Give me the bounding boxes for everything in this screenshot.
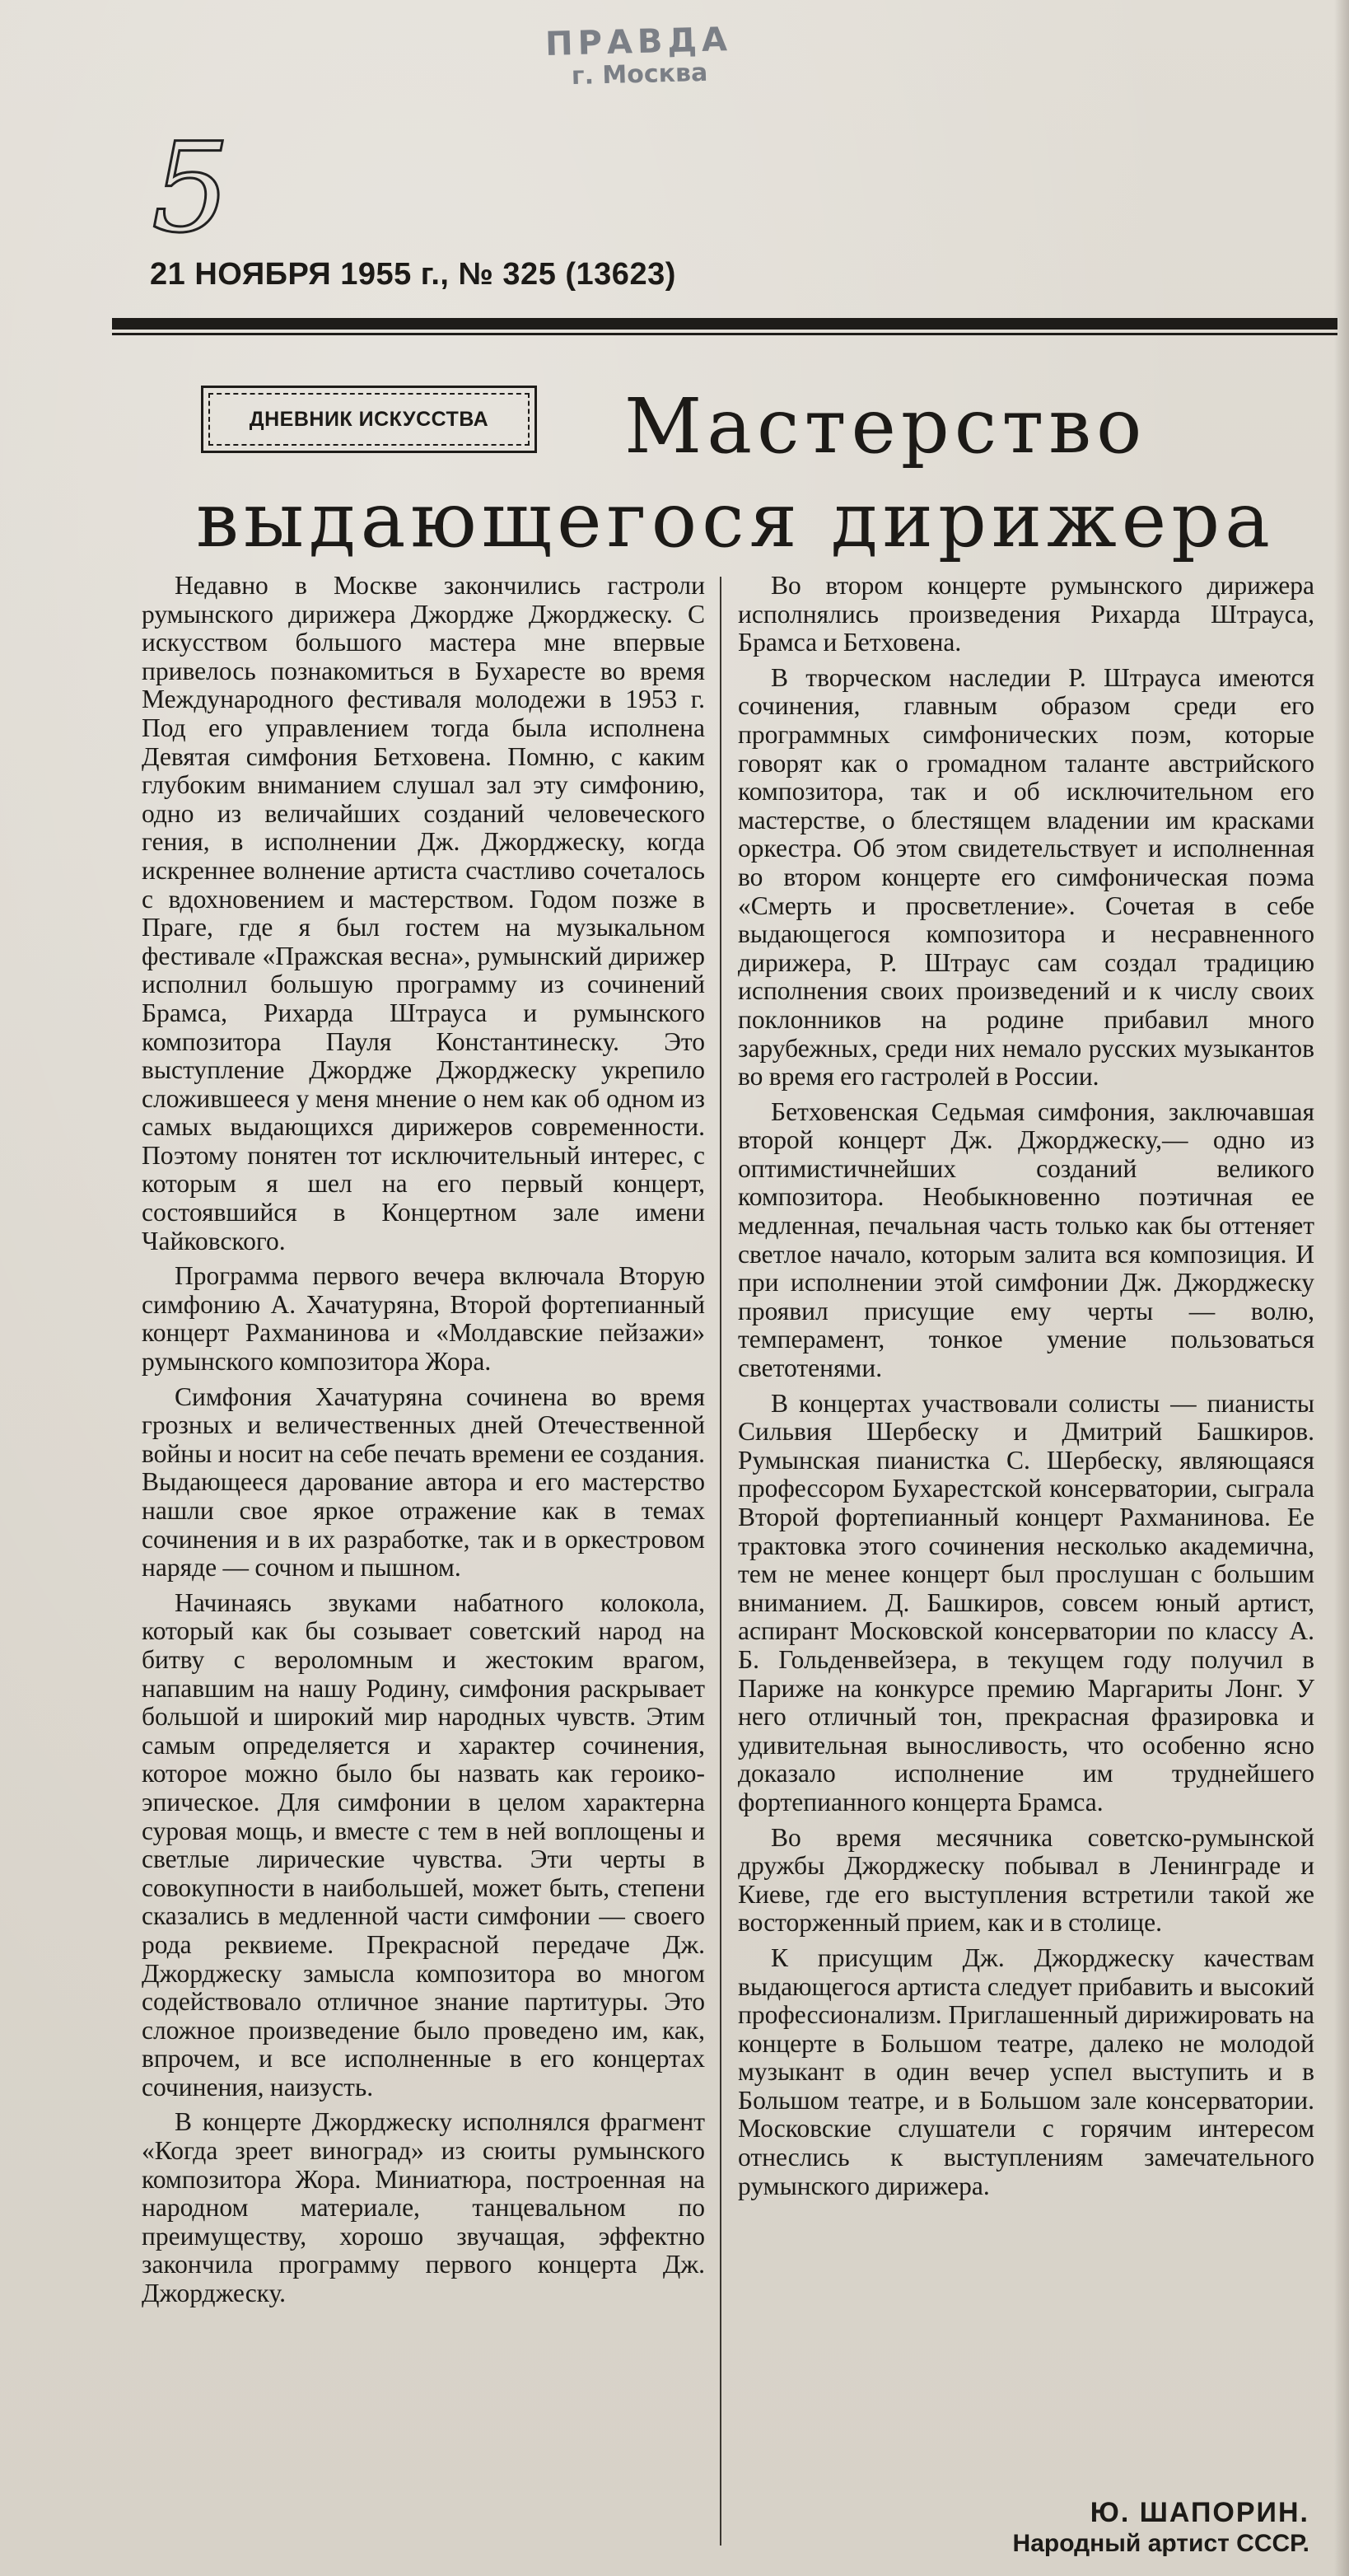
paragraph: Бетховенская Седьмая симфония, заключавшая второй концерт Дж. Джорджеску,— одно из оптимистичнейших созданий великого композитора. Необыкновенно поэтичная ее медленная, печальная часть только как бы оттеняет светлое начало, которым залита вся композиция. И при исполнении этой симфонии Дж. Джорджеску проявил присущие ему черты — волю, темперамент, тонкое умение пользоваться светотенями. [738, 1096, 1314, 1383]
header-rule-thin [112, 333, 1337, 335]
issue-dateline: 21 НОЯБРЯ 1955 г., № 325 (13623) [150, 257, 676, 292]
paragraph: В творческом наследии Р. Штрауса имеются сочинения, главным образом среди его программных симфонических поэм, которые говорят как о громадном таланте австрийского композитора, так и об исключительном его мастерстве, о блестящем владении им красками оркестра. Об этом свидетельствует и исполненная во втором концерте его симфоническая поэма «Смерть и просветление». Сочетая в себе выдающегося композитора и несравненного дирижера, Р. Штраус сам создал традицию исполнения своих произведений и к числу своих поклонников на родине прибавил много зарубежных, среди них немало русских музыкантов во время его гастролей в России. [738, 662, 1314, 1092]
author-signature [815, 2496, 1309, 2559]
author-title: Народный артист СССР. [1012, 2530, 1309, 2557]
author-name: Ю. ШАПОРИН. [1090, 2497, 1309, 2528]
paragraph: Программа первого вечера включала Вторую симфонию А. Хачатуряна, Второй фортепианный концерт Рахманинова и «Молдавские пейзажи» румынского композитора Жора. [142, 1261, 705, 1377]
column-divider [720, 577, 721, 2546]
svg-text:5: 5 [152, 133, 231, 249]
article-column-left [142, 572, 705, 2315]
headline-line-2: выдающегося дирижера [196, 476, 1275, 564]
paragraph: Во время месячника советско-румынской дружбы Джорджеску побывал в Ленинграде и Киеве, где его выступления встретили такой же восторженный прием, как и в столице. [738, 1822, 1314, 1938]
paragraph: К присущим Дж. Джорджеску качествам выдающегося артиста следует прибавить и высокий профессионализм. Приглашенный дирижировать на концерте в Большом театре, далеко не молодой музыкант в один вечер успел выступить и в Большом театре, и в Большом зале консерватории. Московские слушатели с горячим интересом отнеслись к выступлениям замечательного румынского дирижера. [738, 1943, 1314, 2200]
header-rule-thick [112, 318, 1337, 330]
section-rubric-box [201, 386, 537, 453]
paragraph: Недавно в Москве закончились гастроли румынского дирижера Джордже Джорджеску. С искусством большого мастера мне впервые привелось познакомиться в Бухаресте во время Международного фестиваля молодежи в 1953 г. Под его управлением тогда была исполнена Девятая симфония Бетховена. Помню, с каким глубоким вниманием слушал зал эту симфонию, одно из величайших созданий человеческого гения, в исполнении Дж. Джорджеску, когда искреннее волнение артиста счастливо сочеталось с вдохновением и мастерством. Годом позже в Праге, где я был гостем на музыкальном фестивале «Пражская весна», румынский дирижер исполнил большую программу из сочинений Брамса, Рихарда Штрауса и румынского композитора Пауля Константинеску. Это выступление Джордже Джорджеску укрепило сложившееся у меня мнение о нем как об одном из самых выдающихся дирижеров современности. Поэтому понятен тот исключительный интерес, с которым я шел на его первый концерт, состоявшийся в Концертном зале имени Чайковского. [142, 571, 705, 1255]
stamp-city: г. Москва [571, 58, 708, 91]
paragraph: Начинаясь звуками набатного колокола, который как бы созывает советский народ на битву с вероломным и жестоким врагом, напавшим на нашу Родину, симфония раскрывает большой и широкий мир народных чувств. Этим самым определяется и характер сочинения, которое можно было бы назвать как героико-эпическое. Для симфонии в целом характерна суровая мощь, и вместе с тем в ней воплощены и светлые лирические чувства. Эти черты в совокупности в наибольшей, может быть, степени сказались в медленной части симфонии — своего рода реквиеме. Прекрасной передаче Дж. Джорджеску замысла композитора во многом содействовало отличное знание партитуры. Это сложное произведение было проведено им, как, впрочем, и все исполненные в его концертах сочинения, наизусть. [142, 1587, 705, 2101]
paragraph: В концерте Джорджеску исполнялся фрагмент «Когда зреет виноград» из сюиты румынского композитора Жора. Миниатюра, построенная на народном материале, танцевальном по преимуществу, хорошо звучащая, эффектно закончила программу первого концерта Дж. Джорджеску. [142, 2107, 705, 2308]
paragraph: Симфония Хачатуряна сочинена во время грозных и величественных дней Отечественной войны и носит на себе печать времени ее создания. Выдающееся дарование автора и его мастерство нашли свое яркое отражение как в темах сочинения и в их разработке, так и в оркестровом наряде — сочном и пышном. [142, 1382, 705, 1583]
section-rubric-label: ДНЕВНИК ИСКУССТВА [208, 393, 530, 446]
headline-line-1: Мастерство [624, 382, 1147, 470]
paragraph: Во втором концерте румынского дирижера исполнялись произведения Рихарда Штрауса, Брамса и Бетховена. [738, 571, 1314, 657]
paragraph: В концертах участвовали солисты — пианисты Сильвия Шербеску и Дмитрий Башкиров. Румынская пианистка С. Шербеску, являющаяся профессором Бухарестской консерватории, сыграла Второй фортепианный концерт Рахманинова. Ее трактовка этого сочинения несколько академична, тем не менее концерт был прослушан с большим вниманием. Д. Башкиров, совсем юный артист, аспирант Московской консерватории по классу А. Б. Гольденвейзера, в текущем году получил в Париже на конкурсе премию Маргариты Лонг. У него отличный тон, прекрасная фразировка и удивительная выносливость, что особенно ясно доказало исполнение им труднейшего фортепианного концерта Брамса. [738, 1388, 1314, 1816]
page-edge-shadow [1334, 0, 1349, 2576]
archive-stamp [490, 19, 788, 92]
stamp-newspaper-name: ПРАВДА [544, 21, 733, 63]
article-column-right [738, 572, 1314, 2207]
handwritten-folio-number [145, 133, 236, 249]
